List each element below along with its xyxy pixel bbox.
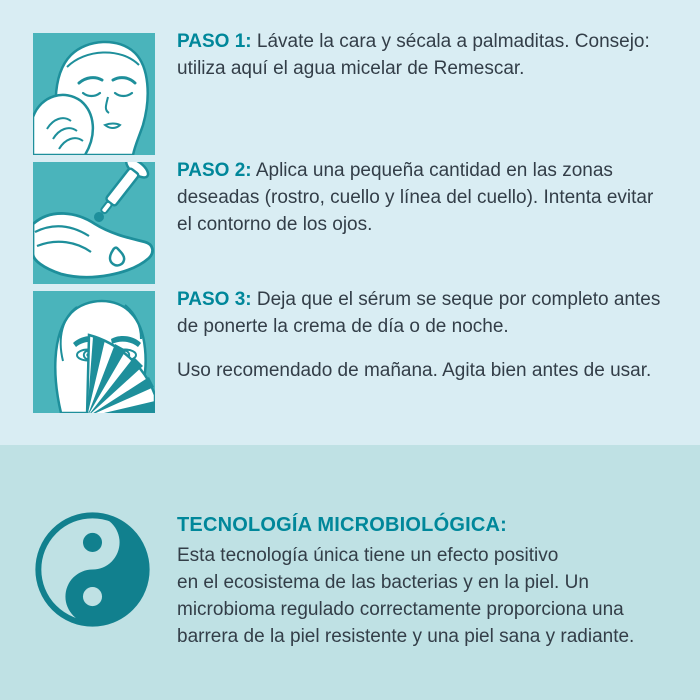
step-3-body: Deja que el sérum se seque por completo antes de ponerte la crema de día o de noche. (177, 289, 661, 337)
step-2 (33, 162, 678, 284)
step-2-label: PASO 2: (177, 160, 252, 181)
step-1 (33, 33, 678, 155)
technology-text-line: Esta tecnología única tiene un efecto positivo (177, 545, 559, 566)
technology-section (0, 445, 700, 700)
step-3-note: Uso recomendado de mañana. Agita bien antes de usar. (177, 360, 652, 381)
face-drying-fan-illustration-icon (33, 291, 155, 413)
technology-text-line: barrera de la piel resistente y una piel sana y radiante. (177, 626, 635, 647)
step-1-label: PASO 1: (177, 31, 252, 52)
step-3-text (177, 286, 669, 340)
technology-title: TECNOLOGÍA MICROBIOLÓGICA: (177, 514, 507, 536)
step-1-body: Lávate la cara y sécala a palmaditas. Consejo: utiliza aquí el agua micelar de Remescar. (177, 31, 650, 79)
step-2-text (177, 157, 669, 238)
step-2-body: Aplica una pequeña cantidad en las zonas deseadas (rostro, cuello y línea del cuello). Intenta evitar el contorno de los ojos. (177, 160, 654, 235)
technology-text-line: microbioma regulado correctamente proporciona una (177, 599, 624, 620)
step-1-text (177, 28, 669, 82)
technology-text-line: en el ecosistema de las bacterias y en la piel. Un (177, 572, 589, 593)
step-3 (33, 291, 678, 413)
step-3-label: PASO 3: (177, 289, 252, 310)
face-cleansing-illustration-icon (33, 33, 155, 155)
serum-dropper-hand-illustration-icon (33, 162, 155, 284)
yin-yang-icon (33, 510, 152, 629)
